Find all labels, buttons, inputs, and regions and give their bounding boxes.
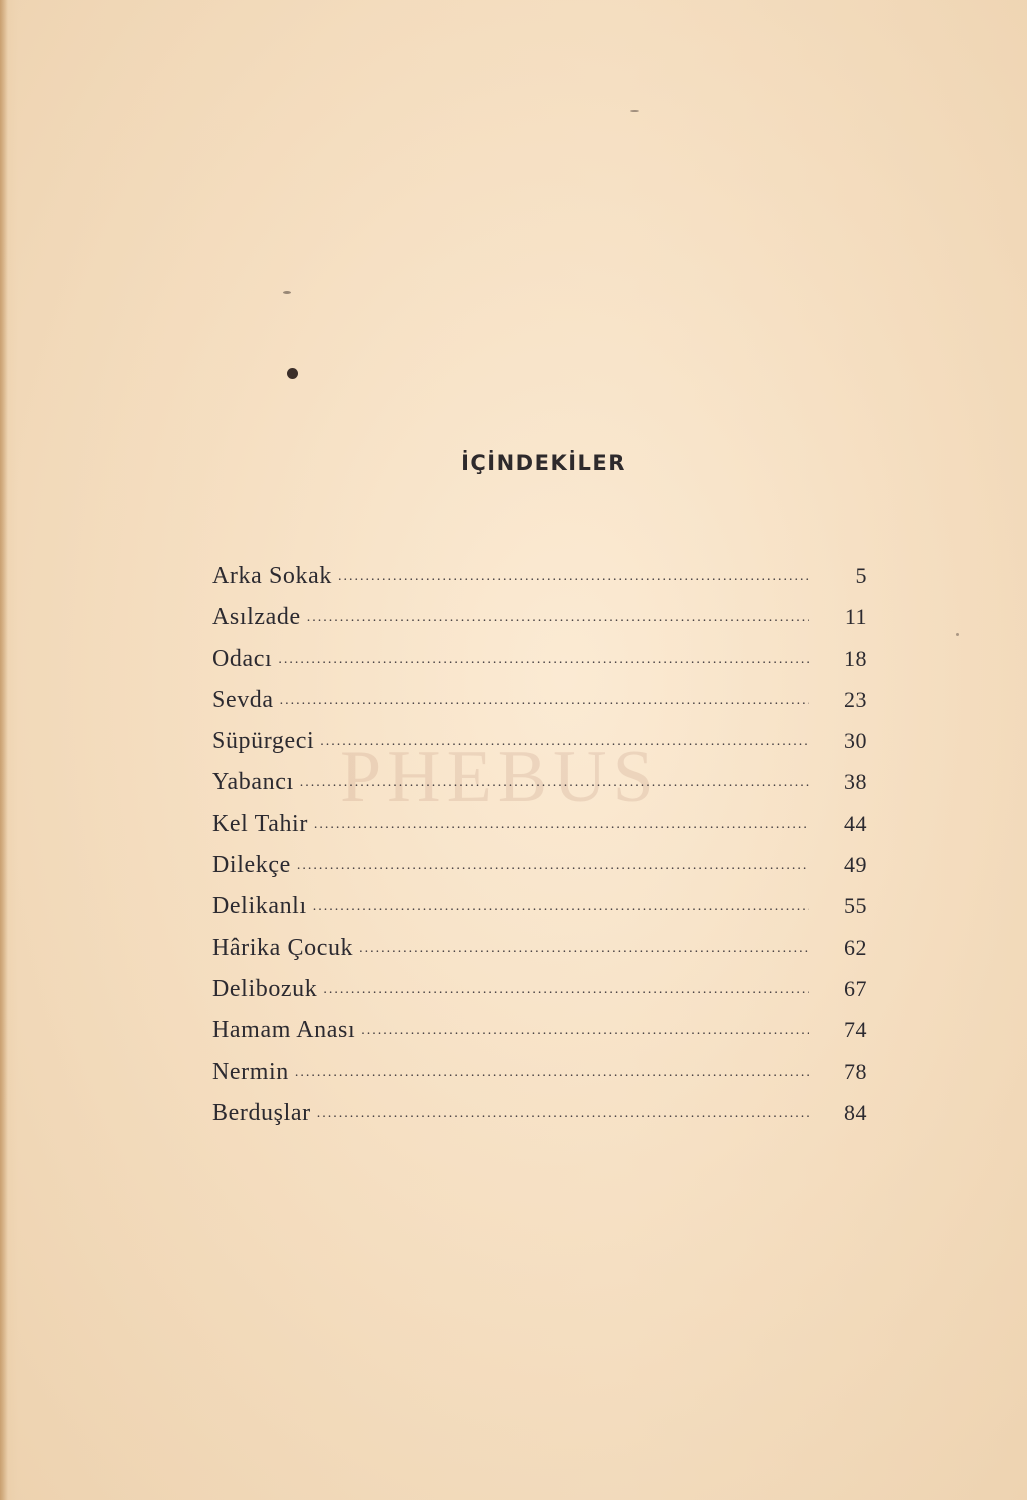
toc-entry-title: Hamam Anası [212, 1017, 356, 1044]
dot-leader [297, 858, 809, 874]
toc-entry-page: 18 [844, 645, 867, 671]
toc-entry-page: 62 [844, 934, 867, 960]
toc-row [212, 728, 867, 769]
dot-leader [323, 982, 809, 998]
toc-row [212, 646, 867, 687]
dot-leader [314, 817, 809, 833]
toc-entry-page: 74 [844, 1017, 867, 1043]
toc-entry-title: Sevda [212, 686, 274, 713]
toc-entry-title: Süpürgeci [212, 728, 315, 755]
toc-row [212, 1100, 867, 1141]
dot-leader [295, 1065, 809, 1081]
toc-row [212, 687, 867, 728]
toc-row [212, 563, 867, 604]
dot-leader [359, 941, 809, 957]
dot-leader [338, 569, 809, 585]
table-of-contents [212, 563, 867, 1141]
toc-entry-title: Asılzade [212, 604, 301, 631]
toc-entry-page: 11 [844, 604, 867, 630]
toc-entry-title: Delibozuk [212, 975, 318, 1002]
dot-leader [361, 1023, 809, 1039]
toc-entry-page: 5 [855, 563, 867, 588]
dot-leader [317, 1106, 809, 1122]
dot-leader [313, 899, 809, 915]
toc-entry-title: Nermin [212, 1058, 289, 1085]
ink-speck [283, 291, 291, 294]
watermark: PHEBUS [340, 736, 660, 818]
ink-speck [287, 368, 298, 379]
toc-row [212, 1059, 867, 1100]
toc-entry-page: 49 [844, 852, 867, 878]
ink-speck [630, 110, 639, 112]
dot-leader [307, 610, 809, 626]
page-edge-shadow [0, 0, 8, 1500]
toc-entry-title: Kel Tahir [212, 810, 308, 837]
toc-row [212, 935, 867, 976]
dot-leader [280, 693, 809, 709]
page-title: İÇİNDEKİLER [461, 451, 626, 475]
toc-row [212, 893, 867, 934]
toc-entry-title: Yabancı [212, 769, 294, 796]
toc-entry-title: Hârika Çocuk [212, 934, 354, 961]
toc-entry-page: 78 [844, 1058, 867, 1084]
ink-speck [956, 633, 959, 636]
dot-leader [320, 734, 809, 750]
dot-leader [300, 775, 809, 791]
toc-entry-page: 55 [844, 893, 867, 919]
toc-entry-title: Arka Sokak [212, 563, 332, 589]
toc-row [212, 1017, 867, 1058]
toc-entry-page: 67 [844, 975, 867, 1001]
toc-entry-title: Odacı [212, 645, 273, 672]
toc-entry-page: 38 [844, 769, 867, 795]
toc-entry-page: 44 [844, 810, 867, 836]
toc-entry-title: Dilekçe [212, 852, 291, 879]
toc-entry-title: Delikanlı [212, 893, 307, 920]
toc-row [212, 852, 867, 893]
dot-leader [278, 652, 809, 668]
toc-row [212, 604, 867, 645]
toc-row [212, 769, 867, 810]
toc-row [212, 976, 867, 1017]
toc-entry-page: 30 [844, 728, 867, 754]
toc-row [212, 811, 867, 852]
toc-entry-page: 84 [844, 1099, 867, 1125]
toc-entry-title: Berduşlar [212, 1099, 311, 1126]
toc-entry-page: 23 [844, 686, 867, 712]
